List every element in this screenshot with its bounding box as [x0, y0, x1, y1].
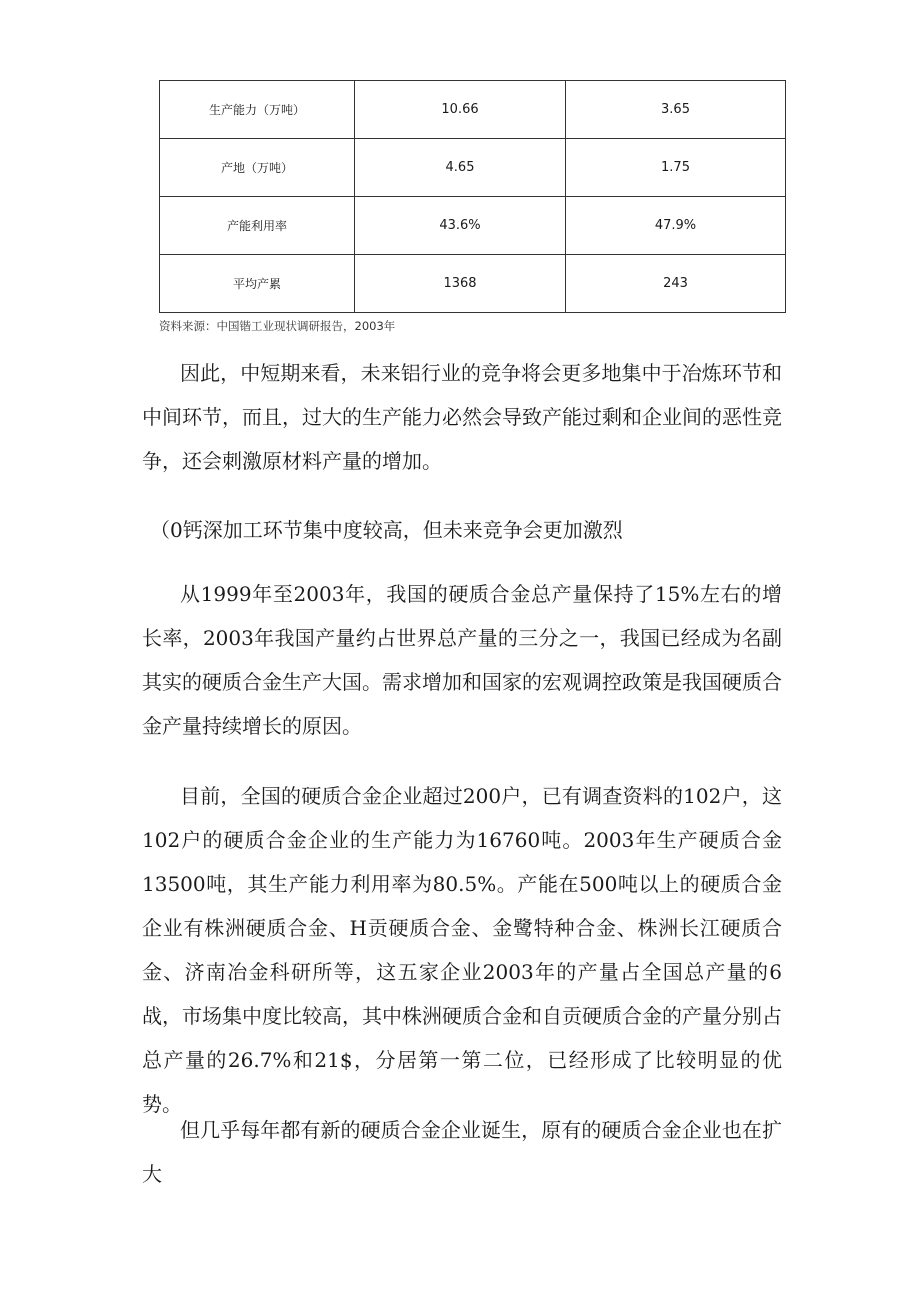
table-cell: 4.65: [355, 139, 566, 197]
table-cell: 243: [566, 255, 786, 313]
table-cell: 10.66: [355, 81, 566, 139]
source-note: 资料来源：中国锴工业现状调研报告，2003年: [159, 319, 396, 333]
table-cell: 43.6%: [355, 197, 566, 255]
paragraph: 从1999年至2003年，我国的硬质合金总产量保持了15%左右的增长率，2003年我国产量约占世界总产量的三分之一，我国已经成为名副其实的硬质合金生产大国。需求增加和国家的宏观调控政策是我国硬质合金产量持续增长的原因。: [142, 582, 782, 738]
paragraph: 但几乎每年都有新的硬质合金企业诞生，原有的硬质合金企业也在扩大: [142, 1118, 782, 1186]
row-label: 产地（万吨）: [160, 139, 355, 197]
table-cell: 3.65: [566, 81, 786, 139]
table-row: [160, 197, 786, 255]
capacity-table: [159, 80, 786, 313]
row-label: 平均产累: [160, 255, 355, 313]
table-cell: 1368: [355, 255, 566, 313]
paragraph: 因此，中短期来看，未来铝行业的竞争将会更多地集中于冶炼环节和中间环节，而且，过大的生产能力必然会导致产能过剩和企业间的恶性竞争，还会刺激原材料产量的增加。: [142, 361, 782, 473]
table-cell: 1.75: [566, 139, 786, 197]
table-row: [160, 255, 786, 313]
row-label: 生产能力（万吨）: [160, 81, 355, 139]
row-label: 产能利用率: [160, 197, 355, 255]
section-heading: （0钙深加工环节集中度较高，但未来竞争会更加激烈: [150, 518, 623, 542]
table-row: [160, 81, 786, 139]
paragraph: 目前，全国的硬质合金企业超过200户，已有调查资料的102户，这102户的硬质合金企业的生产能力为16760吨。2003年生产硬质合金13500吨，其生产能力利用率为80.5%。产能在500吨以上的硬质合金企业有株洲硬质合金、H贡硬质合金、金鹭特种合金、株洲长江硬质合金、济南冶金科研所等，这五家企业2003年的产量占全国总产量的6战，市场集中度比较高，其中株洲硬质合金和自贡硬质合金的产量分别占总产量的26.7%和21$，分居第一第二位，已经形成了比较明显的优势。: [142, 784, 782, 1116]
table-row: [160, 139, 786, 197]
table-cell: 47.9%: [566, 197, 786, 255]
